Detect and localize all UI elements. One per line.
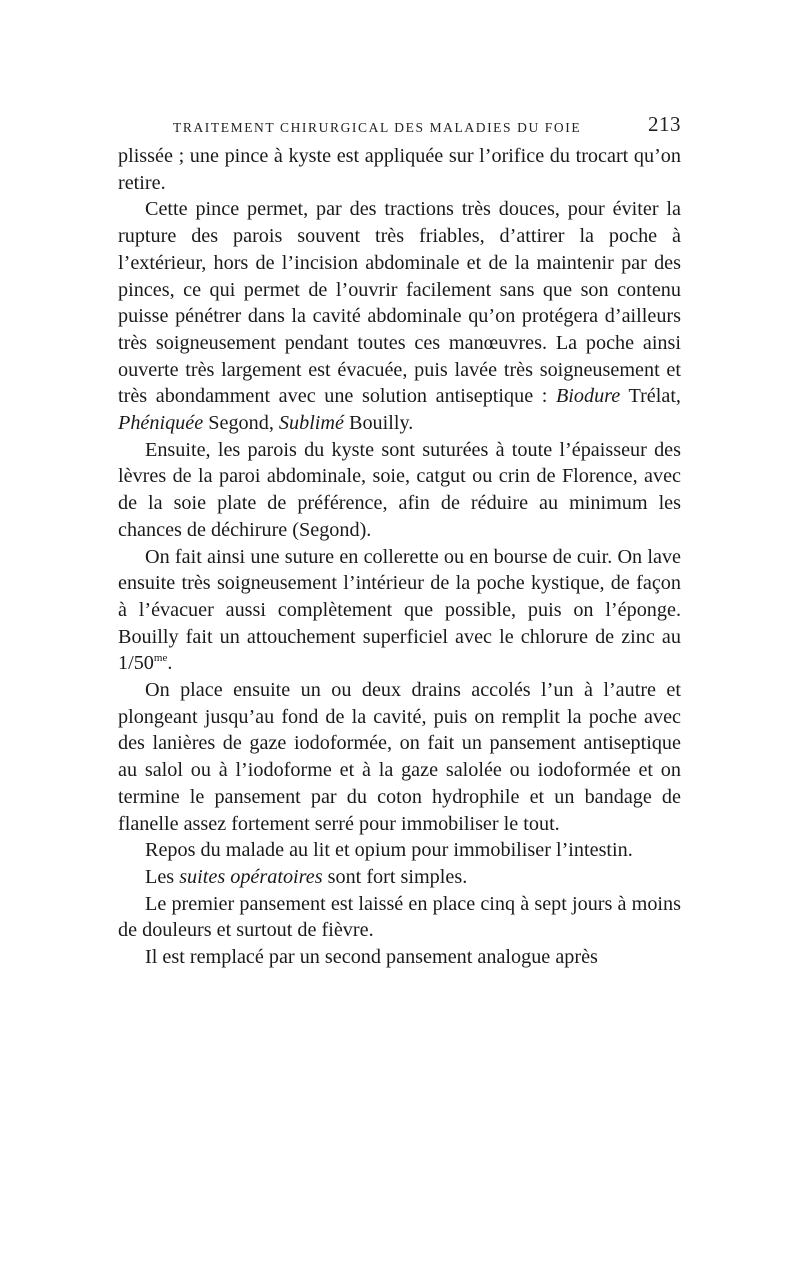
text-run: Bouilly. bbox=[343, 412, 414, 435]
page-number: 213 bbox=[648, 112, 681, 136]
text-run: Le premier pansement est laissé en place cinq à sept jours à moins de douleurs et surtout de fièvre. bbox=[118, 892, 681, 942]
superscript: me bbox=[153, 652, 168, 665]
text-run: Cette pince permet, par des tractions très douces, pour éviter la rupture des parois souvent très friables, d’attirer la poche à l’extérieur, hors de l’incision abdominale et de la maintenir par des pinces, ce qui permet de l’ouvrir facilement sans que son contenu puisse pénétrer dans la cavité abdominale qu’on protégera d’ailleurs très soigneusement pendant toutes ces manœuvres. La poche ainsi ouverte très largement est évacuée, puis lavée très soigneusement et très abondamment avec une solution antiseptique : bbox=[118, 198, 681, 408]
italic-text: Sublimé bbox=[278, 412, 344, 435]
paragraph-p8 bbox=[118, 891, 681, 944]
paragraph-p9 bbox=[118, 944, 681, 971]
body-text bbox=[118, 143, 681, 971]
text-run: Trélat, bbox=[620, 385, 681, 408]
paragraph-p7 bbox=[118, 864, 681, 891]
text-run: sont fort simples. bbox=[322, 865, 468, 888]
paragraph-p5 bbox=[118, 677, 681, 837]
text-run: Il est remplacé par un second pansement analogue après bbox=[145, 946, 598, 969]
italic-text: Phéniquée bbox=[118, 412, 204, 435]
running-title: TRAITEMENT CHIRURGICAL DES MALADIES DU FOIE bbox=[173, 120, 582, 135]
italic-text: Biodure bbox=[555, 385, 621, 408]
text-run: Repos du malade au lit et opium pour immobiliser l’intestin. bbox=[145, 839, 633, 862]
text-run: Ensuite, les parois du kyste sont suturées à toute l’épaisseur des lèvres de la paroi abdominale, soie, catgut ou crin de Florence, avec de la soie plate de préférence, afin de réduire au minimum les chances de déchirure (Segond). bbox=[118, 438, 681, 541]
running-head bbox=[118, 112, 681, 142]
paragraph-p6 bbox=[118, 837, 681, 864]
paragraph-p4 bbox=[118, 544, 681, 678]
paragraph-p1 bbox=[118, 143, 681, 196]
text-run: On fait ainsi une suture en collerette ou en bourse de cuir. On lave ensuite très soigneusement l’intérieur de la poche kystique, de façon à l’évacuer aussi complètement que possible, puis on l’éponge. Bouilly fait un attouchement superficiel avec le chlorure de zinc au 1/50 bbox=[118, 545, 681, 675]
text-run: Segond, bbox=[203, 412, 279, 435]
paragraph-p3 bbox=[118, 437, 681, 544]
italic-text: suites opératoires bbox=[179, 865, 323, 888]
text-run: On place ensuite un ou deux drains accolés l’un à l’autre et plongeant jusqu’au fond de la cavité, puis on remplit la poche avec des lanières de gaze iodoformée, on fait un pansement antiseptique au salol ou à l’iodoforme et à la gaze salolée ou iodoformée et on termine le pansement par du coton hydrophile et un bandage de flanelle assez fortement serré pour immobiliser le tout. bbox=[118, 679, 681, 835]
text-run: Les bbox=[145, 865, 180, 888]
text-run: plissée ; une pince à kyste est appliquée sur l’orifice du trocart qu’on retire. bbox=[118, 145, 681, 194]
book-page bbox=[118, 112, 681, 971]
text-run: . bbox=[167, 652, 173, 675]
paragraph-p2 bbox=[118, 196, 681, 436]
